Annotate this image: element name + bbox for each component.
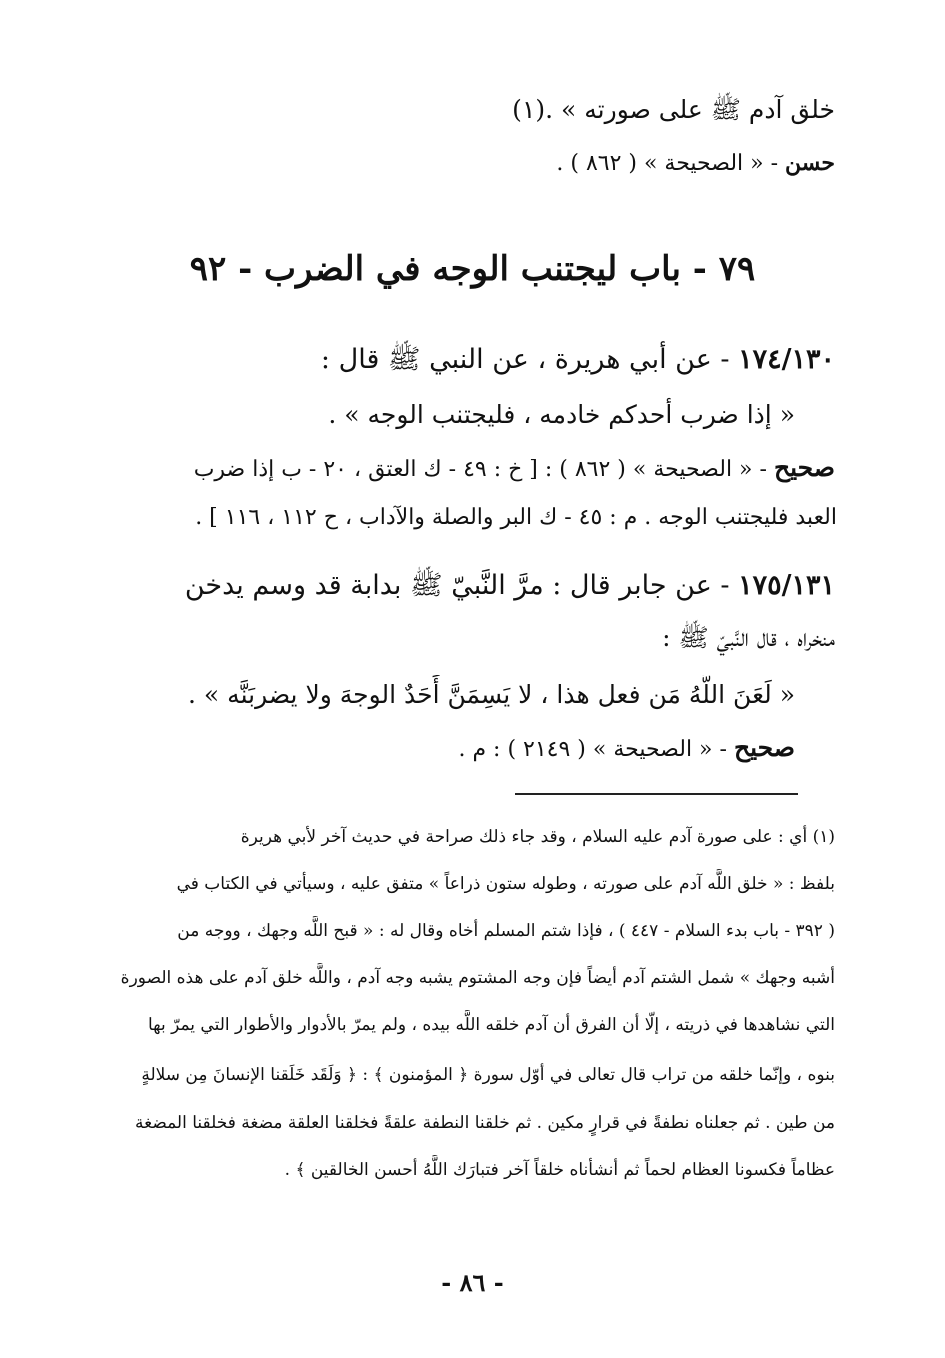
hadith-intro: - عن أبي هريرة ، عن النبي ﷺ قال : <box>320 344 739 375</box>
grade-source: - « الصحيحة » ( ٨٦٢ ) . <box>556 151 786 176</box>
footnote-line: بلفظ : « خلق اللَّه آدم على صورته ، وطوله ستون ذراعاً » متفق عليه ، وسيأتي في الكتاب في <box>176 874 835 894</box>
hadith-number: ١٧٤/١٣٠ <box>738 344 835 375</box>
hadith-131-intro-line2: منخراه ، قال النَّبيّ ﷺ : <box>662 623 835 652</box>
footnote-line: (١) أي : على صورة آدم عليه السلام ، وقد جاء ذلك صراحة في حديث آخر لأبي هريرة <box>240 827 835 847</box>
hadith-131-intro-line1 <box>75 566 835 606</box>
grade-label: صحيح <box>733 733 795 762</box>
chapter-heading: ٧٩ - باب ليجتنب الوجه في الضرب - ٩٢ <box>189 249 756 289</box>
footnote-divider <box>515 793 798 795</box>
source-text: - « الصحيحة » ( ٢١٤٩ ) : م . <box>458 737 734 762</box>
grade-label: صحيح <box>773 453 835 482</box>
continued-hadith-grade-line <box>75 143 835 184</box>
continued-hadith-text: خلق آدم ﷺ على صورته » .(١) <box>512 95 835 124</box>
footnote-line: أشبه وجهك » شمل الشتم آدم أيضاً فإن وجه المشتوم يشبه وجه آدم ، واللَّه خلق آدم على هذه الصورة <box>120 968 835 988</box>
hadith-130-intro <box>75 340 835 380</box>
footnote-line: عظاماً فكسونا العظام لحماً ثم أنشأناه خلقاً آخر فتبارَك اللَّهُ أحسن الخالقين ﴾ . <box>284 1160 835 1180</box>
footnote-line: بنوه ، وإنّما خلقه من تراب قال تعالى في أوّل سورة ﴿ المؤمنون ﴾ : ﴿ وَلَقَد خَلَقنا الإنسانَ مِن سلالةٍ <box>141 1065 835 1085</box>
hadith-131-source <box>75 728 795 770</box>
source-text: - « الصحيحة » ( ٨٦٢ ) : [ خ : ٤٩ - ك العتق ، ٢٠ - ب إذا ضرب <box>193 457 774 482</box>
hadith-130-text: « إذا ضرب أحدكم خادمه ، فليجتنب الوجه » . <box>328 400 795 429</box>
footnote-line: التي نشاهدها في ذريته ، إلّا أن الفرق أن آدم خلقه اللَّه بيده ، ولم يمرّ بالأدوار والأطوار التي يمرّ بها <box>147 1015 835 1035</box>
grade-label: حسن <box>785 150 835 176</box>
footnote-line: ( ٣٩٢ - باب بدء السلام - ٤٤٧ ) ، فإذا شتم المسلم أخاه وقال له : « قبح اللَّه وجهك ، ووجه من <box>177 921 835 941</box>
hadith-number: ١٧٥/١٣١ <box>738 570 835 601</box>
footnote-line: من طين . ثم جعلناه نطفةً في قرارٍ مكين . ثم خلقنا النطفة علقةً فخلقنا العلقة مضغة فخلقنا المضغة <box>135 1113 835 1133</box>
hadith-130-source-line1 <box>75 448 835 490</box>
hadith-131-text: « لَعَنَ اللَّهُ مَن فعل هذا ، لا يَسِمَنَّ أَحَدٌ الوجهَ ولا يضربَنَّه » . <box>188 680 795 709</box>
hadith-130-source-line2: العبد فليجتنب الوجه . م : ٤٥ - ك البر والصلة والآداب ، ح ١١٢ ، ١١٦ ] . <box>195 505 837 530</box>
page-number: - ٨٦ - <box>441 1268 504 1297</box>
hadith-intro: - عن جابر قال : مرَّ النَّبيّ ﷺ بدابة قد وسم يدخن <box>184 570 739 601</box>
